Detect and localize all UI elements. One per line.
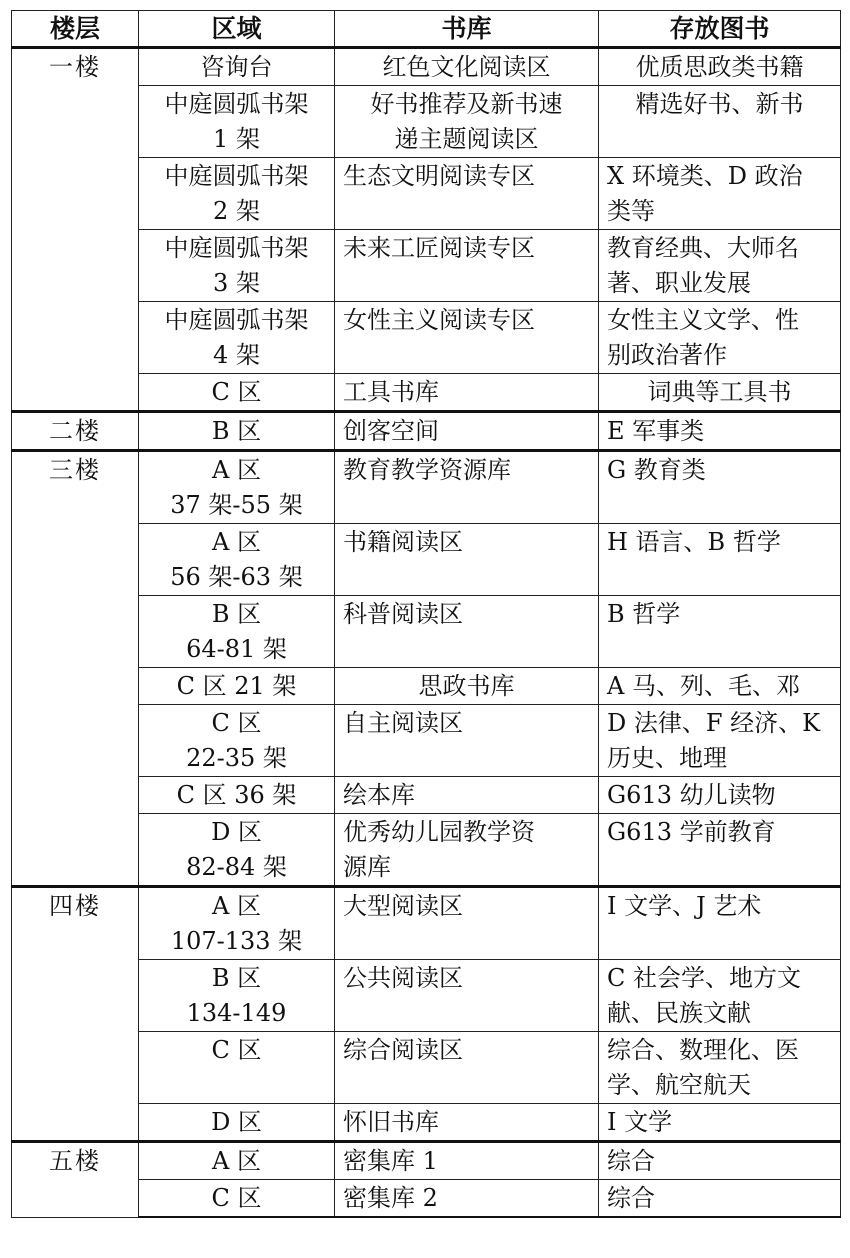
library-cell bbox=[335, 451, 599, 524]
books-cell bbox=[599, 230, 841, 302]
library-cell bbox=[335, 524, 599, 596]
books-text: 教育经典、大师名 著、职业发展 bbox=[607, 234, 799, 297]
library-text: 书籍阅读区 bbox=[343, 528, 463, 556]
library-text: 教育教学资源库 bbox=[343, 456, 511, 484]
zone-text: B 区 134-149 bbox=[186, 964, 287, 1027]
library-cell bbox=[335, 596, 599, 668]
books-cell bbox=[599, 524, 841, 596]
zone-text: A 区 107-133 架 bbox=[170, 892, 303, 955]
table-row bbox=[12, 451, 841, 524]
zone-cell bbox=[139, 302, 335, 374]
library-text: 工具书库 bbox=[343, 378, 439, 406]
zone-cell bbox=[139, 777, 335, 814]
floor-cell-2 bbox=[12, 412, 139, 451]
zone-cell bbox=[139, 374, 335, 412]
floor-cell-3 bbox=[12, 451, 139, 887]
library-text: 生态文明阅读专区 bbox=[343, 162, 535, 190]
books-text: 优质思政类书籍 bbox=[635, 53, 804, 81]
library-cell bbox=[335, 887, 599, 960]
books-text: G 教育类 bbox=[607, 456, 706, 484]
books-cell bbox=[599, 1180, 841, 1218]
zone-text: A 区 37 架-55 架 bbox=[170, 456, 303, 519]
zone-cell bbox=[139, 1032, 335, 1104]
books-text: H 语言、B 哲学 bbox=[607, 528, 781, 556]
header-floor: 楼层 bbox=[12, 11, 139, 48]
zone-cell bbox=[139, 1142, 335, 1180]
books-cell bbox=[599, 302, 841, 374]
zone-cell bbox=[139, 960, 335, 1032]
zone-cell bbox=[139, 887, 335, 960]
books-text: I 文学 bbox=[607, 1108, 673, 1136]
zone-cell bbox=[139, 1104, 335, 1142]
table-row bbox=[12, 887, 841, 960]
zone-cell bbox=[139, 48, 335, 86]
table-row bbox=[12, 412, 841, 451]
library-text: 创客空间 bbox=[343, 417, 439, 445]
library-text: 绘本库 bbox=[343, 781, 415, 809]
zone-text: C 区 36 架 bbox=[176, 781, 297, 809]
zone-cell bbox=[139, 230, 335, 302]
library-cell bbox=[335, 1180, 599, 1218]
library-cell bbox=[335, 374, 599, 412]
books-cell bbox=[599, 596, 841, 668]
zone-cell bbox=[139, 705, 335, 777]
table-row bbox=[12, 1142, 841, 1180]
library-cell bbox=[335, 705, 599, 777]
library-text: 怀旧书库 bbox=[343, 1108, 439, 1136]
library-cell bbox=[335, 158, 599, 230]
library-cell bbox=[335, 302, 599, 374]
books-cell bbox=[599, 814, 841, 887]
library-cell bbox=[335, 1142, 599, 1180]
zone-cell bbox=[139, 86, 335, 158]
books-cell bbox=[599, 412, 841, 451]
library-floor-table bbox=[11, 10, 841, 1218]
zone-cell bbox=[139, 158, 335, 230]
books-cell bbox=[599, 668, 841, 705]
zone-text: 中庭圆弧书架 4 架 bbox=[164, 306, 309, 369]
floor-cell-5 bbox=[12, 1142, 139, 1218]
books-text: 词典等工具书 bbox=[647, 378, 792, 406]
library-cell bbox=[335, 814, 599, 887]
books-cell bbox=[599, 451, 841, 524]
books-text: C 社会学、地方文 献、民族文献 bbox=[607, 964, 801, 1027]
library-cell bbox=[335, 230, 599, 302]
books-cell bbox=[599, 887, 841, 960]
zone-text: A 区 56 架-63 架 bbox=[170, 528, 303, 591]
books-cell bbox=[599, 48, 841, 86]
zone-cell bbox=[139, 451, 335, 524]
zone-text: D 区 82-84 架 bbox=[186, 818, 287, 881]
books-text: B 哲学 bbox=[607, 600, 681, 628]
floor-label: 三楼 bbox=[49, 456, 101, 484]
books-cell bbox=[599, 374, 841, 412]
zone-text: 中庭圆弧书架 1 架 bbox=[164, 90, 309, 153]
library-text: 好书推荐及新书速 递主题阅读区 bbox=[370, 90, 563, 153]
zone-cell bbox=[139, 412, 335, 451]
library-text: 公共阅读区 bbox=[343, 964, 463, 992]
floor-label: 二楼 bbox=[49, 417, 101, 445]
zone-text: A 区 bbox=[212, 1147, 261, 1175]
library-cell bbox=[335, 777, 599, 814]
books-cell bbox=[599, 1032, 841, 1104]
library-text: 大型阅读区 bbox=[343, 892, 463, 920]
books-text: 女性主义文学、性 别政治著作 bbox=[607, 306, 799, 369]
library-text: 自主阅读区 bbox=[343, 709, 463, 737]
library-text: 密集库 2 bbox=[343, 1184, 438, 1212]
zone-cell bbox=[139, 524, 335, 596]
library-text: 红色文化阅读区 bbox=[382, 53, 551, 81]
books-text: X 环境类、D 政治 类等 bbox=[607, 162, 803, 225]
books-text: 综合、数理化、医 学、航空航天 bbox=[607, 1036, 799, 1099]
zone-cell bbox=[139, 1180, 335, 1218]
library-text: 科普阅读区 bbox=[343, 600, 463, 628]
zone-cell bbox=[139, 668, 335, 705]
header-row bbox=[12, 11, 841, 48]
zone-text: C 区 bbox=[211, 1036, 262, 1064]
books-cell bbox=[599, 1142, 841, 1180]
library-cell bbox=[335, 1032, 599, 1104]
library-text: 优秀幼儿园教学资 源库 bbox=[343, 818, 535, 881]
books-text: G613 学前教育 bbox=[607, 818, 776, 846]
table-row bbox=[12, 48, 841, 86]
library-text: 密集库 1 bbox=[343, 1147, 438, 1175]
zone-text: C 区 bbox=[211, 1184, 262, 1212]
zone-text: 中庭圆弧书架 3 架 bbox=[164, 234, 309, 297]
books-text: I 文学、J 艺术 bbox=[607, 892, 762, 920]
library-cell bbox=[335, 1104, 599, 1142]
books-text: A 马、列、毛、邓 bbox=[607, 672, 800, 700]
library-text: 未来工匠阅读专区 bbox=[343, 234, 535, 262]
library-text: 综合阅读区 bbox=[343, 1036, 463, 1064]
floor-cell-4 bbox=[12, 887, 139, 1142]
books-cell bbox=[599, 158, 841, 230]
zone-text: C 区 22-35 架 bbox=[186, 709, 287, 772]
books-text: 综合 bbox=[607, 1184, 655, 1212]
header-books: 存放图书 bbox=[599, 11, 841, 48]
library-cell bbox=[335, 668, 599, 705]
zone-text: C 区 bbox=[211, 378, 262, 406]
library-cell bbox=[335, 960, 599, 1032]
books-cell bbox=[599, 777, 841, 814]
library-text: 女性主义阅读专区 bbox=[343, 306, 535, 334]
floor-cell-1 bbox=[12, 48, 139, 412]
books-text: 综合 bbox=[607, 1147, 655, 1175]
books-text: G613 幼儿读物 bbox=[607, 781, 776, 809]
header-zone: 区域 bbox=[139, 11, 335, 48]
books-text: E 军事类 bbox=[607, 417, 705, 445]
books-text: D 法律、F 经济、K 历史、地理 bbox=[607, 709, 821, 772]
floor-label: 四楼 bbox=[49, 892, 101, 920]
zone-cell bbox=[139, 596, 335, 668]
zone-cell bbox=[139, 814, 335, 887]
header-library: 书库 bbox=[335, 11, 599, 48]
zone-text: B 区 bbox=[211, 417, 262, 445]
books-cell bbox=[599, 86, 841, 158]
library-cell bbox=[335, 412, 599, 451]
zone-text: C 区 21 架 bbox=[176, 672, 297, 700]
floor-label: 一楼 bbox=[49, 53, 101, 81]
floor-label: 五楼 bbox=[49, 1147, 101, 1175]
zone-text: B 区 64-81 架 bbox=[186, 600, 287, 663]
library-cell bbox=[335, 86, 599, 158]
zone-text: 中庭圆弧书架 2 架 bbox=[164, 162, 309, 225]
library-text: 思政书库 bbox=[418, 672, 515, 700]
zone-text: 咨询台 bbox=[200, 53, 273, 81]
library-cell bbox=[335, 48, 599, 86]
books-text: 精选好书、新书 bbox=[635, 90, 804, 118]
zone-text: D 区 bbox=[211, 1108, 262, 1136]
books-cell bbox=[599, 960, 841, 1032]
books-cell bbox=[599, 705, 841, 777]
books-cell bbox=[599, 1104, 841, 1142]
